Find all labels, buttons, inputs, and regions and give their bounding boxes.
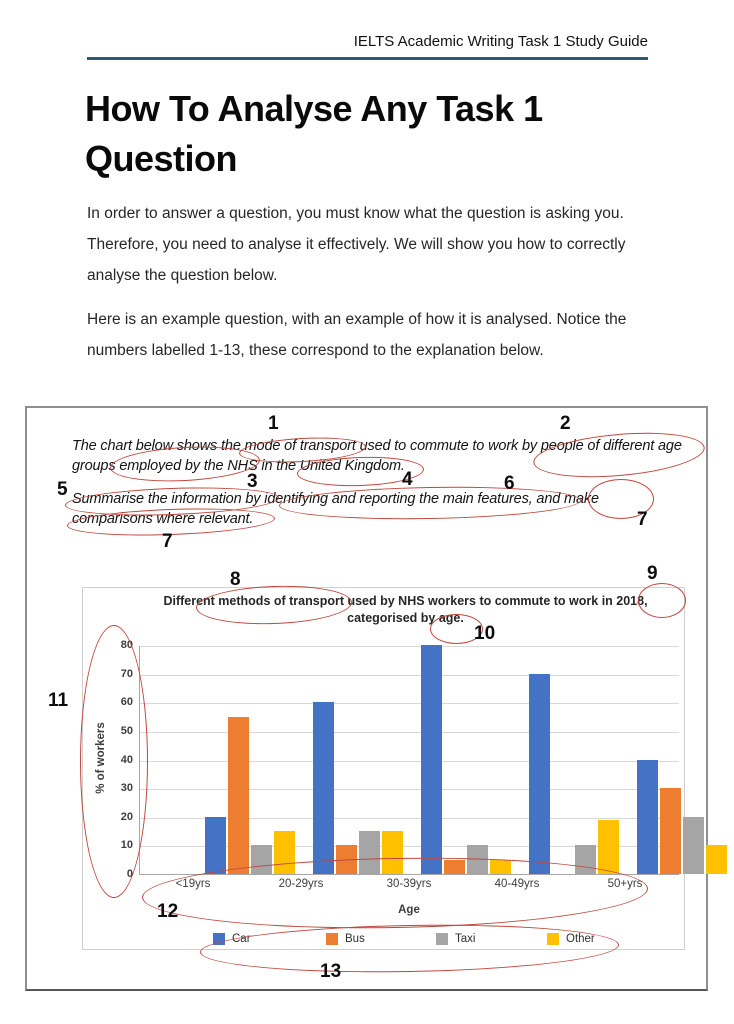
annotation-number-1: 1 [268, 413, 279, 434]
x-tick-label: <19yrs [175, 878, 211, 890]
y-tick-label: 30 [120, 782, 133, 795]
bar-group [637, 760, 727, 875]
bar-group [529, 674, 619, 874]
legend-label: Car [232, 933, 251, 945]
bar-group [421, 645, 511, 874]
y-tick-label: 80 [120, 639, 133, 651]
bar-car [529, 674, 550, 874]
bar-car [205, 817, 226, 874]
y-tick-label: 50 [120, 724, 133, 737]
annotation-number-6: 6 [504, 473, 515, 494]
annotation-number-10: 10 [474, 623, 496, 644]
annotation-number-13: 13 [320, 961, 342, 982]
annotation-ellipse-6 [279, 484, 582, 521]
annotation-number-2: 2 [560, 413, 571, 434]
question-line-1: The chart below shows the mode of transport used to commute to work by people of different age [72, 438, 682, 454]
annotation-number-9: 9 [647, 563, 658, 584]
gridline [140, 646, 679, 647]
bar-bus [660, 788, 681, 874]
annotation-ellipse-11 [80, 625, 148, 898]
y-tick-label: 70 [120, 667, 133, 680]
intro-paragraph-1: In order to answer a question, you must know what the question is asking you. Therefore, you need to analyse it effectively. We will show you how to correctly analyse the question below. [87, 205, 626, 284]
y-tick-label: 40 [120, 753, 133, 766]
annotation-ellipse-2 [531, 427, 706, 484]
question-line-4: comparisons where relevant. [72, 511, 254, 527]
annotation-number-5: 5 [57, 479, 68, 500]
bar-car [421, 645, 442, 874]
bar-taxi [683, 817, 704, 874]
bar-other [706, 845, 727, 874]
plot-area [139, 646, 679, 875]
chart-title-line-2: categorised by age. [347, 611, 464, 625]
example-question-box [25, 406, 708, 991]
chart-title-line-1: Different methods of transport used by NHS workers to commute to work in 2018, [163, 594, 648, 608]
bar-group [313, 702, 403, 874]
x-axis-title: Age [398, 904, 420, 916]
y-tick-label: 20 [120, 810, 133, 823]
x-tick-label: 30-39yrs [386, 878, 432, 890]
page-header-text: IELTS Academic Writing Task 1 Study Guide [353, 33, 648, 50]
annotation-ellipse-9 [638, 583, 686, 618]
header-rule [87, 57, 648, 60]
question-line-3: Summarise the information by identifying and reporting the main features, and make [72, 491, 599, 507]
y-tick-label: 10 [120, 839, 133, 852]
question-line-2: groups employed by the NHS in the United Kingdom. [72, 458, 405, 474]
annotation-number-7: 7 [637, 509, 648, 530]
y-axis-title: % of workers [95, 722, 107, 794]
x-tick-label: 40-49yrs [494, 878, 540, 890]
y-tick-label: 0 [126, 868, 133, 880]
bar-other [598, 820, 619, 874]
y-tick-label: 60 [120, 696, 133, 709]
legend-label: Bus [345, 933, 365, 945]
bar-group [205, 717, 295, 874]
bar-car [313, 702, 334, 874]
legend-label: Other [566, 933, 595, 945]
annotation-number-11: 11 [48, 690, 69, 711]
annotation-number-4: 4 [402, 469, 413, 490]
bar-car [637, 760, 658, 875]
intro-paragraph-2: Here is an example question, with an example of how it is analysed. Notice the numbers labelled 1-13, these correspond to the explanation below. [87, 311, 627, 359]
annotation-number-3: 3 [247, 471, 258, 492]
annotation-number-12: 12 [157, 901, 179, 922]
annotation-number-8: 8 [230, 569, 241, 590]
x-tick-label: 50+yrs [607, 878, 643, 890]
annotation-number-7: 7 [162, 531, 173, 552]
legend-label: Taxi [455, 933, 476, 945]
page-title: How To Analyse Any Task 1 Question [85, 88, 543, 179]
bar-bus [228, 717, 249, 874]
x-tick-label: 20-29yrs [278, 878, 324, 890]
